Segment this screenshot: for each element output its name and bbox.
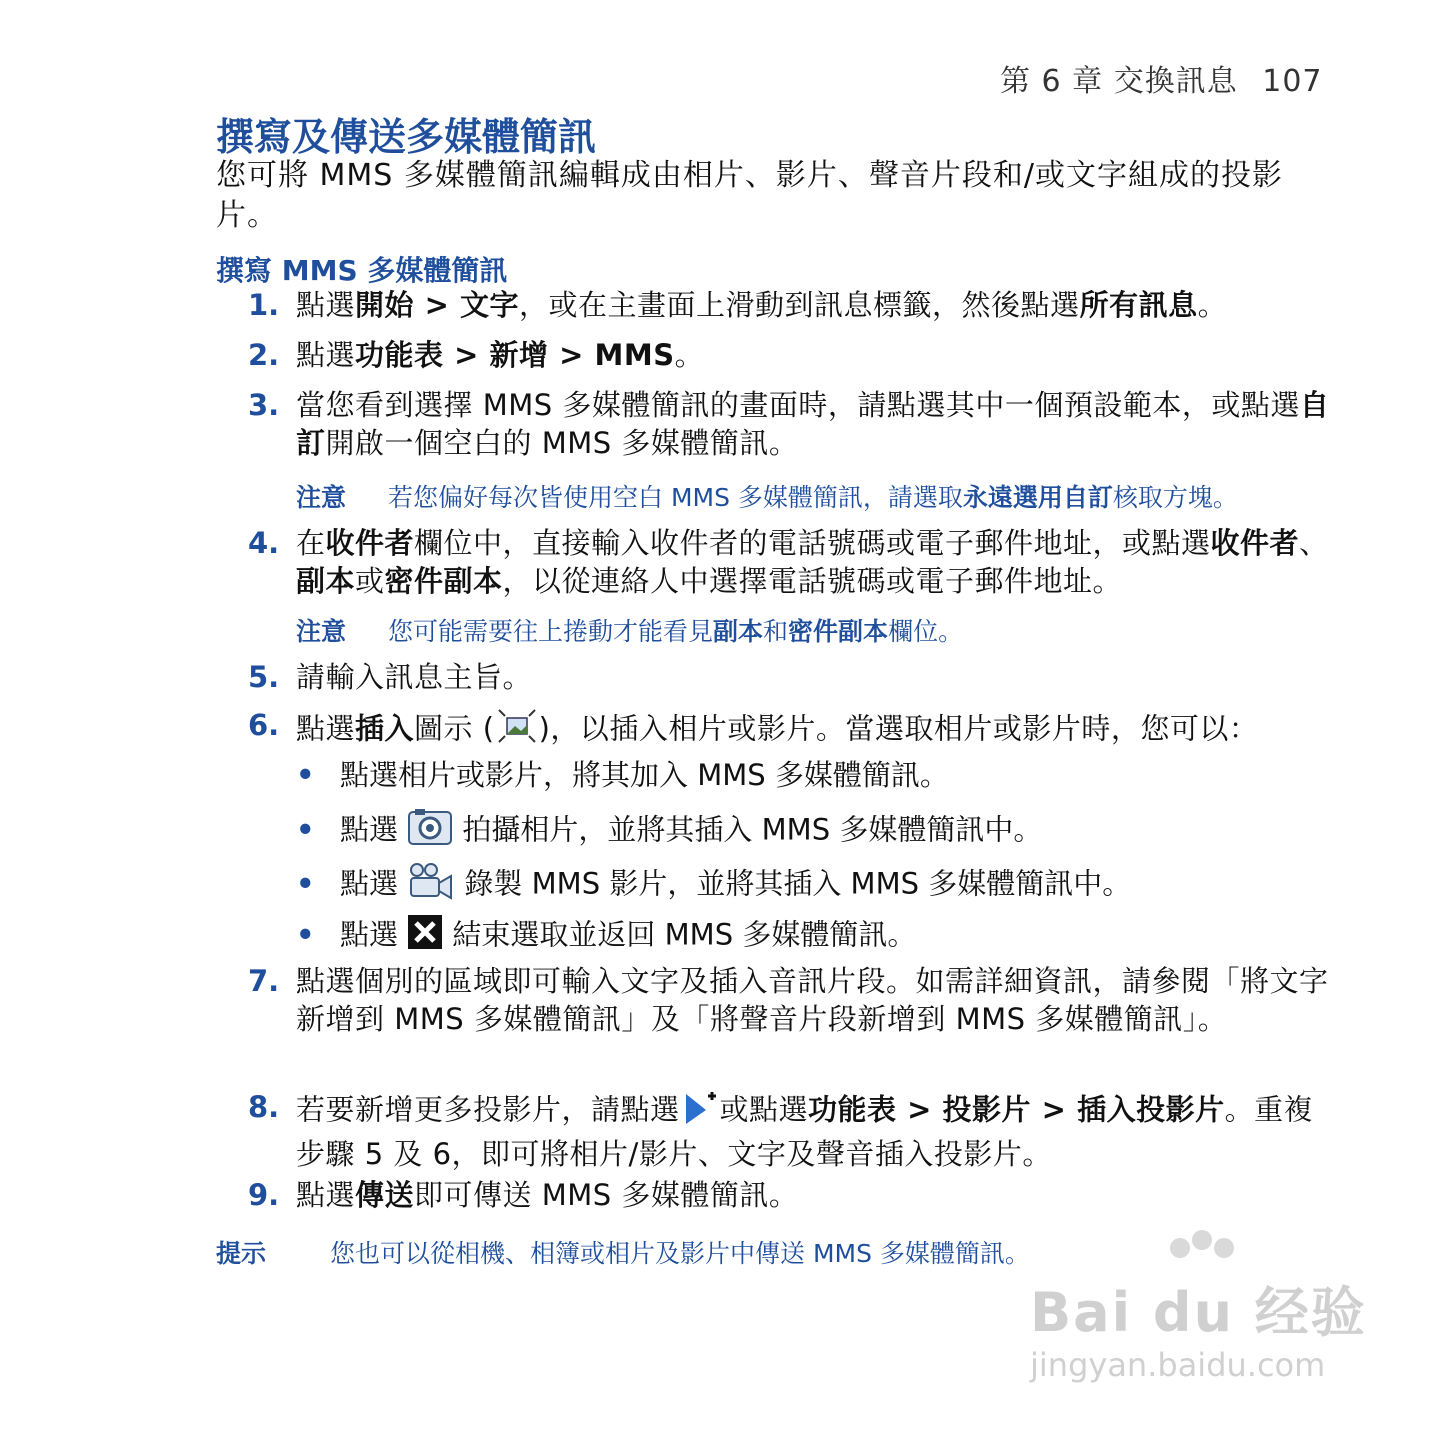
camera-icon[interactable] (407, 808, 453, 855)
step-4 (248, 524, 1338, 600)
step-9 (248, 1176, 1338, 1214)
step-7 (248, 962, 1338, 1038)
step-text: 當您看到選擇 MMS 多媒體簡訊的畫面時，請點選其中一個預設範本，或點選自訂開啟一個空白的 MMS 多媒體簡訊。 (296, 388, 1330, 460)
add-slide-icon[interactable] (680, 1088, 720, 1135)
note-1: 注意 若您偏好每次皆使用空白 MMS 多媒體簡訊，請選取永遠選用自訂核取方塊。 (296, 478, 1238, 514)
section-title: 撰寫及傳送多媒體簡訊 (216, 115, 597, 159)
bullet-3: • 點選 錄製 MMS 影片，並將其插入 MMS 多媒體簡訊中。 (296, 862, 1131, 909)
note-2: 注意 您可能需要往上捲動才能看見副本和密件副本欄位。 (296, 612, 963, 648)
tip-text: 您也可以從相機、相簿或相片及影片中傳送 MMS 多媒體簡訊。 (330, 1239, 1030, 1268)
step-text: 點選傳送即可傳送 MMS 多媒體簡訊。 (296, 1178, 799, 1212)
step-number: 3. (248, 388, 280, 422)
step-number: 4. (248, 526, 280, 560)
chapter-title: 第 6 章 交換訊息 (1000, 64, 1238, 99)
step-number: 2. (248, 338, 280, 372)
step-1 (248, 286, 1338, 324)
step-number: 8. (248, 1090, 280, 1124)
step-number: 6. (248, 708, 280, 742)
step-number: 5. (248, 660, 280, 694)
page-number: 107 (1262, 64, 1323, 99)
baidu-jingyan-watermark (1030, 1230, 1370, 1400)
step-text: 在收件者欄位中，直接輸入收件者的電話號碼或電子郵件地址，或點選收件者、副本或密件副本，以從連絡人中選擇電話號碼或電子郵件地址。 (296, 526, 1329, 598)
tip-label: 提示 (216, 1239, 267, 1268)
step-5 (248, 658, 1338, 696)
step-text: 點選開始 > 文字，或在主畫面上滑動到訊息標籤，然後點選所有訊息。 (296, 288, 1228, 322)
bullet-2: • 點選 拍攝相片，並將其插入 MMS 多媒體簡訊中。 (296, 808, 1042, 855)
note-label: 注意 (296, 617, 347, 646)
subsection-heading: 撰寫 MMS 多媒體簡訊 (216, 254, 508, 287)
step-number: 1. (248, 288, 280, 322)
page-header (1000, 56, 1323, 100)
step-text: 點選插入圖示 ( )，以插入相片或影片。當選取相片或影片時，您可以： (296, 706, 1338, 755)
intro-paragraph: 您可將 MMS 多媒體簡訊編輯成由相片、影片、聲音片段和/或文字組成的投影片。 (216, 158, 1283, 233)
step-text: 點選個別的區域即可輸入文字及插入音訊片段。如需詳細資訊，請參閱「將文字新增到 MMS 多媒體簡訊」及「將聲音片段新增到 MMS 多媒體簡訊」。 (296, 964, 1329, 1036)
watermark-logo-text: Bai du 经验 (1030, 1281, 1367, 1344)
step-2 (248, 336, 1338, 374)
step-6 (248, 706, 1338, 755)
watermark-url: jingyan.baidu.com (1030, 1346, 1326, 1384)
step-3 (248, 386, 1338, 462)
bullet-1: • 點選相片或影片，將其加入 MMS 多媒體簡訊。 (296, 758, 949, 792)
close-icon[interactable] (407, 914, 443, 959)
video-camera-icon[interactable] (407, 862, 455, 909)
note-label: 注意 (296, 483, 347, 512)
step-8 (248, 1088, 1338, 1173)
bullet-4: • 點選 結束選取並返回 MMS 多媒體簡訊。 (296, 914, 916, 959)
step-text: 請輸入訊息主旨。 (296, 660, 533, 694)
insert-picture-icon (495, 706, 539, 755)
step-number: 9. (248, 1178, 280, 1212)
tip (216, 1234, 1030, 1270)
step-text: 點選功能表 > 新增 > MMS。 (296, 338, 705, 372)
step-text: 若要新增更多投影片，請點選 或點選功能表 > 投影片 > 插入投影片。重複步驟 5 及 6，即可將相片/影片、文字及聲音插入投影片。 (296, 1088, 1338, 1173)
step-number: 7. (248, 964, 280, 998)
